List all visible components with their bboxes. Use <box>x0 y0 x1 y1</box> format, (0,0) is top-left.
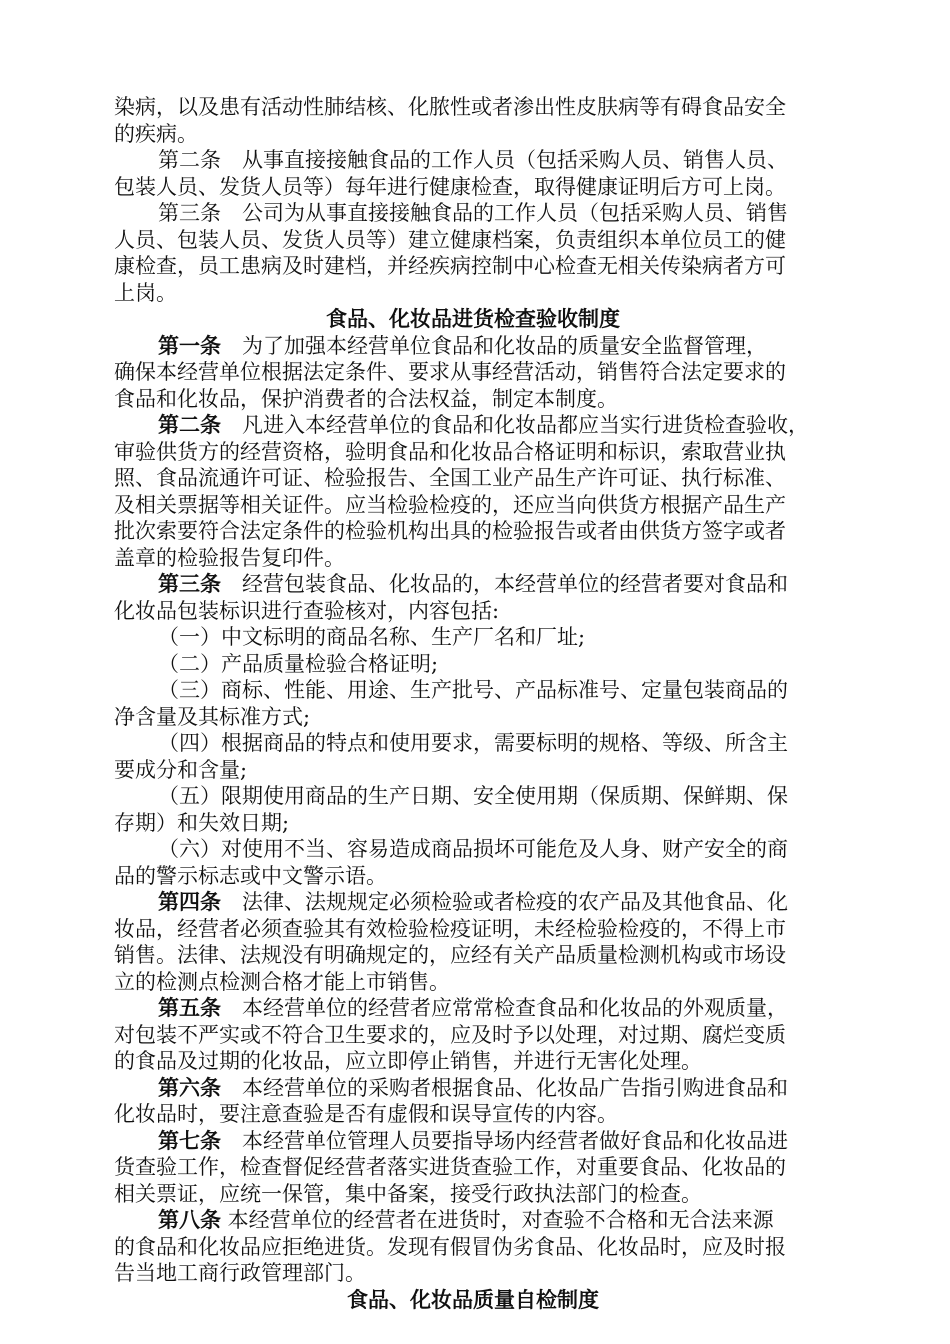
article-label: 第三条 <box>158 201 221 225</box>
text-line: 染病，以及患有活动性肺结核、化脓性或者渗出性皮肤病等有碍食品安全 <box>114 95 786 119</box>
text-line: 的食品和化妆品应拒绝进货。发现有假冒伪劣食品、化妆品时，应及时报 <box>114 1234 786 1259</box>
text-line: 包装人员、发货人员等）每年进行健康检查，取得健康证明后方可上岗。 <box>114 174 786 199</box>
article-4 <box>114 889 832 995</box>
text-line: 化妆品时，要注意查验是否有虚假和误导宣传的内容。 <box>114 1102 618 1126</box>
intro-paragraph <box>114 94 832 147</box>
article-label: 第二条 <box>158 148 221 172</box>
text-line: 人员、包装人员、发货人员等）建立健康档案，负责组织本单位员工的健 <box>114 227 786 252</box>
article-label: 第五条 <box>158 995 221 1020</box>
text-line: 照、食品流通许可证、检验报告、全国工业产品生产许可证、执行标准、 <box>114 466 786 490</box>
article-text: 凡进入本经营单位的食品和化妆品都应当实行进货检查验收， <box>221 413 809 437</box>
article-text: 本经营单位的经营者在进货时，对查验不合格和无合法来源 <box>221 1208 774 1232</box>
text-line: 销售。法律、法规没有明确规定的，应经有关产品质量检测机构或市场设 <box>114 943 786 967</box>
article-text: 从事直接接触食品的工作人员（包括采购人员、销售人员、 <box>221 148 788 172</box>
article-2 <box>114 412 832 571</box>
article-label: 第二条 <box>158 412 221 437</box>
text-line: 品的警示标志或中文警示语。 <box>114 863 387 888</box>
article-text: 经营包装食品、化妆品的，本经营单位的经营者要对食品和 <box>221 572 788 596</box>
item-4 <box>114 730 832 783</box>
article-label: 第一条 <box>158 332 221 358</box>
health-article-3 <box>114 200 832 306</box>
list-item: （六）对使用不当、容易造成商品损坏可能危及人身、财产安全的商 <box>158 837 788 861</box>
text-line: 妆品，经营者必须查验其有效检验检疫证明，未经检验检疫的，不得上市 <box>114 916 786 941</box>
article-label: 第八条 <box>158 1207 221 1232</box>
text-line: 康检查，员工患病及时建档，并经疾病控制中心检查无相关传染病者方可 <box>114 254 786 278</box>
list-item: （三）商标、性能、用途、生产批号、产品标准号、定量包装商品的 <box>158 678 788 702</box>
health-article-2 <box>114 147 832 200</box>
article-text: 本经营单位管理人员要指导场内经营者做好食品和化妆品进 <box>221 1128 788 1153</box>
article-text: 为了加强本经营单位食品和化妆品的质量安全监督管理， <box>221 333 767 358</box>
article-label: 第四条 <box>158 889 221 914</box>
text-line: 对包装不严实或不符合卫生要求的，应及时予以处理，对过期、腐烂变质 <box>114 1022 786 1047</box>
article-text: 法律、法规规定必须检验或者检疫的农产品及其他食品、化 <box>221 890 788 914</box>
list-item: （四）根据商品的特点和使用要求，需要标明的规格、等级、所含主 <box>158 731 788 755</box>
text-line: 及相关票据等相关证件。应当检验检疫的，还应当向供货方根据产品生产 <box>114 492 786 517</box>
article-3 <box>114 571 832 624</box>
article-text: 公司为从事直接接触食品的工作人员（包括采购人员、销售 <box>221 201 788 225</box>
article-label: 第七条 <box>158 1127 221 1153</box>
text-line: 上岗。 <box>114 280 177 305</box>
text-line: 确保本经营单位根据法定条件、要求从事经营活动，销售符合法定要求的 <box>114 360 786 384</box>
article-text: 本经营单位的采购者根据食品、化妆品广告指引购进食品和 <box>221 1075 788 1100</box>
article-text: 本经营单位的经营者应常常检查食品和化妆品的外观质量， <box>221 996 788 1020</box>
text-line: 要成分和含量; <box>114 757 248 782</box>
text-line: 的食品及过期的化妆品，应立即停止销售，并进行无害化处理。 <box>114 1049 702 1073</box>
text-line: 存期）和失效日期; <box>114 810 290 835</box>
text-line: 化妆品包装标识进行查验核对，内容包括: <box>114 598 500 623</box>
text-line: 立的检测点检测合格才能上市销售。 <box>114 969 450 994</box>
text-line: 货查验工作，检查督促经营者落实进货查验工作，对重要食品、化妆品的 <box>114 1155 786 1179</box>
text-line: 食品和化妆品，保护消费者的合法权益，制定本制度。 <box>114 386 618 411</box>
article-8 <box>114 1207 832 1287</box>
article-label: 第六条 <box>158 1074 221 1100</box>
text-line: 告当地工商行政管理部门。 <box>114 1261 366 1285</box>
article-label: 第三条 <box>158 571 221 596</box>
item-5 <box>114 783 832 836</box>
item-2 <box>114 651 832 678</box>
item-6 <box>114 836 832 889</box>
list-item: （五）限期使用商品的生产日期、安全使用期（保质期、保鲜期、保 <box>158 784 788 808</box>
article-1 <box>114 333 832 413</box>
text-line: 批次索要符合法定条件的检验机构出具的检验报告或者由供货方签字或者 <box>114 519 786 543</box>
text-line: 盖章的检验报告复印件。 <box>114 545 345 570</box>
text-line: 净含量及其标准方式; <box>114 704 311 729</box>
article-5 <box>114 995 832 1075</box>
item-1 <box>114 624 832 651</box>
section-title-inspection: 食品、化妆品进货检查验收制度 <box>326 306 620 331</box>
section-title-self-inspection: 食品、化妆品质量自检制度 <box>347 1286 599 1312</box>
article-7 <box>114 1128 832 1208</box>
item-3 <box>114 677 832 730</box>
text-line: 的疾病。 <box>114 121 198 146</box>
article-6 <box>114 1075 832 1128</box>
text-line: 审验供货方的经营资格，验明食品和化妆品合格证明和标识，索取营业执 <box>114 439 786 464</box>
list-item: （二）产品质量检验合格证明; <box>158 651 439 676</box>
list-item: （一）中文标明的商品名称、生产厂名和厂址; <box>158 625 586 649</box>
text-line: 相关票证，应统一保管，集中备案，接受行政执法部门的检查。 <box>114 1181 702 1206</box>
